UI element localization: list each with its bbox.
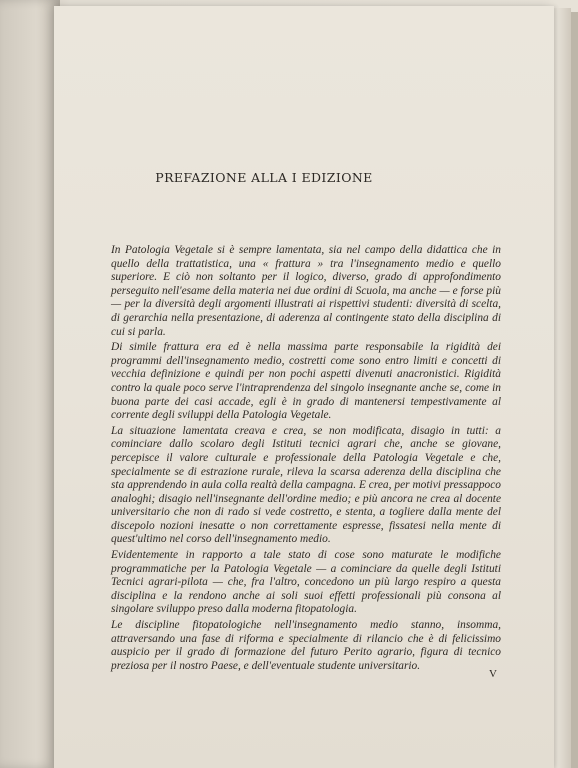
paragraph-1: In Patologia Vegetale si è sempre lamentata, sia nel campo della didattica che in quello della trattatistica, una « frattura » tra l'insegnamento medio e quello superiore. E ciò non soltanto per il logico, diverso, grado di approfondimento perseguito nell'esame della materia nei due ordini di Scuola, ma anche — e forse più — per la diversità degli argomenti illustrati ai rispettivi studenti: diversità di scelta, di gerarchia nella presentazione, di aderenza al contingente stato della disciplina di cui si parla. xyxy=(111,244,501,338)
facing-page-edge xyxy=(0,0,60,768)
preface-body xyxy=(111,244,501,675)
paragraph-4: Evidentemente in rapporto a tale stato di cose sono maturate le modifiche programmatiche per la Patologia Vegetale — a cominciare da quelle degli Istituti Tecnici agrari-pilota — che, fra l'altro, concedono un più largo respiro a questa disciplina e la rendono anche ai soli suoi effetti professionali più consona al singolare sviluppo preso dalla moderna fitopatologia. xyxy=(111,549,501,616)
section-title: PREFAZIONE ALLA I EDIZIONE xyxy=(155,170,373,185)
page-number: V xyxy=(489,668,497,680)
paragraph-5: Le discipline fitopatologiche nell'insegnamento medio stanno, insomma, attraversando una fase di riforma e specialmente di rilancio che è di felicissimo auspicio per il grado di formazione del futuro Perito agrario, figura di tecnico preziosa per il nostro Paese, e dell'eventuale studente universitario. xyxy=(111,619,501,672)
paragraph-2: Di simile frattura era ed è nella massima parte responsabile la rigidità dei programmi dell'insegnamento medio, costretti come sono entro limiti e concetti di vecchia definizione e quindi per non pochi aspetti divenuti anacronistici. Rigidità contro la quale poco serve l'intraprendenza del singolo insegnante anche se, come in buona parte dei casi accade, egli è in grado di mantenersi tempestivamente al corrente degli sviluppi della Patologia Vegetale. xyxy=(111,341,501,422)
paragraph-3: La situazione lamentata creava e crea, se non modificata, disagio in tutti: a cominciare dallo scolaro degli Istituti tecnici agrari che, anche se giovane, percepisce il valore culturale e professionale della Patologia Vegetale e che, specialmente se di estrazione rurale, rileva la scarsa aderenza della disciplina che sta apprendendo in aula colla realtà della campagna. E crea, per motivi pressappoco analoghi; disagio nell'insegnante dell'ordine medio; e più ancora ne crea al docente universitario che non di rado si vede costretto, e stenta, a togliere dalla mente del discepolo nozioni inesatte o non correttamente espresse, fissatesi nella mente di quest'ultimo nel corso dell'insegnamento medio. xyxy=(111,424,501,546)
